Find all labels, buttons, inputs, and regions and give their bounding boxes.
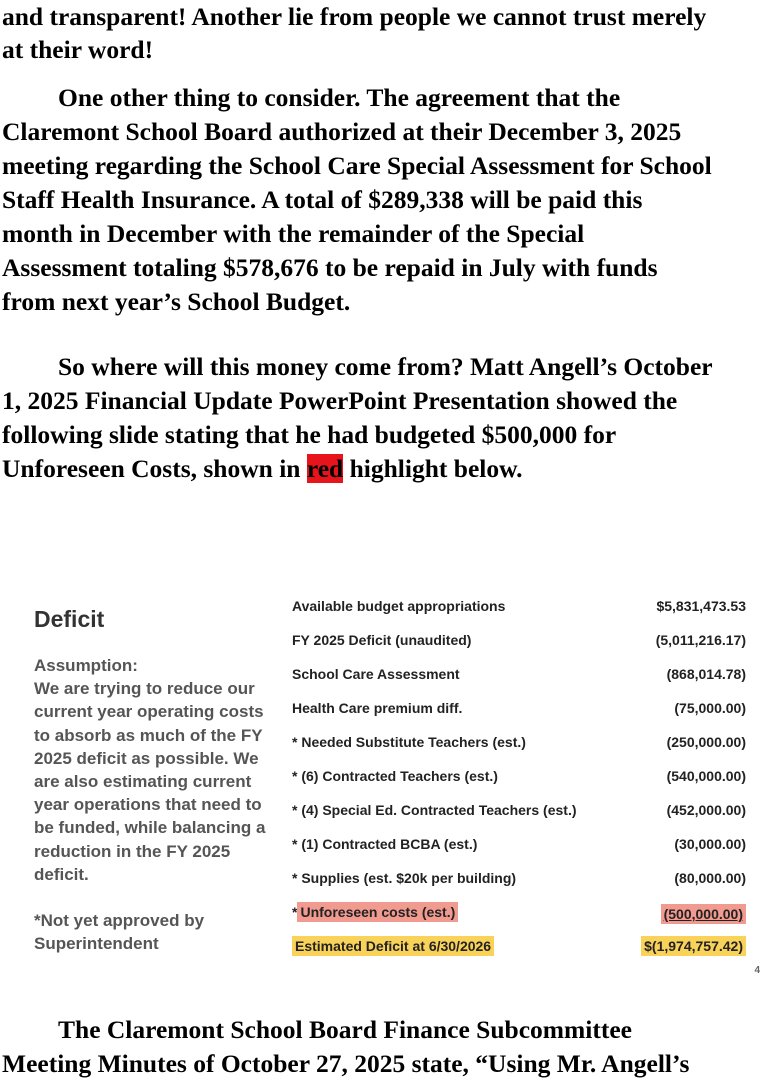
table-row: * Needed Substitute Teachers (est.) (250,000.00) bbox=[292, 734, 746, 750]
paragraph-3-line-2: 1, 2025 Financial Update PowerPoint Presentation showed the bbox=[2, 386, 678, 415]
paragraph-2-line-7: from next year’s School Budget. bbox=[2, 287, 351, 316]
paragraph-2-line-4: Staff Health Insurance. A total of $289,338 will be paid this bbox=[2, 185, 643, 214]
unforeseen-label: Unforeseen costs (est.) bbox=[297, 902, 458, 922]
table-row: * (4) Special Ed. Contracted Teachers (est.) (452,000.00) bbox=[292, 802, 746, 818]
table-row: FY 2025 Deficit (unaudited) (5,011,216.17) bbox=[292, 632, 746, 648]
paragraph-2-line-6: Assessment totaling $578,676 to be repaid in July with funds bbox=[2, 253, 658, 282]
paragraph-3-text-after: highlight below. bbox=[343, 454, 523, 483]
table-row: Health Care premium diff. (75,000.00) bbox=[292, 700, 746, 716]
assumption-text: Assumption: We are trying to reduce our current year operating costs to absorb as much of the FY 2025 deficit as possible. We are also estimating current year operations that need to be funded, while balancing a reduction in the FY 2025 deficit. bbox=[34, 656, 266, 884]
paragraph-3-line-1: So where will this money come from? Matt Angell’s October bbox=[58, 352, 713, 381]
slide-title: Deficit bbox=[34, 606, 105, 632]
footnote-text: *Not yet approved by Superintendent bbox=[34, 911, 205, 954]
paragraph-3-text-before: Unforeseen Costs, shown in bbox=[2, 454, 307, 483]
unforeseen-value: (500,000.00) bbox=[661, 904, 746, 924]
table-row: * Supplies (est. $20k per building) (80,000.00) bbox=[292, 870, 746, 886]
table-row: School Care Assessment (868,014.78) bbox=[292, 666, 746, 682]
paragraph-3-line-3: following slide stating that he had budgeted $500,000 for bbox=[2, 420, 617, 449]
estimated-deficit-row bbox=[292, 932, 746, 958]
unforeseen-star: * bbox=[292, 904, 298, 920]
unforeseen-costs-row bbox=[292, 900, 746, 926]
paragraph-4-line-2: Meeting Minutes of October 27, 2025 state, “Using Mr. Angell’s bbox=[2, 1049, 690, 1078]
paragraph-3-line-4 bbox=[2, 452, 522, 485]
estimated-deficit-value: $(1,974,757.42) bbox=[641, 936, 746, 956]
paragraph-1-line-1: and transparent! Another lie from people we cannot trust merely bbox=[2, 2, 707, 31]
paragraph-2-line-3: meeting regarding the School Care Special Assessment for School bbox=[2, 151, 712, 180]
table-row: * (1) Contracted BCBA (est.) (30,000.00) bbox=[292, 836, 746, 852]
red-highlight-word: red bbox=[306, 454, 344, 483]
table-row: Available budget appropriations $5,831,473.53 bbox=[292, 598, 746, 614]
table-row: * (6) Contracted Teachers (est.) (540,000.00) bbox=[292, 768, 746, 784]
paragraph-2-line-2: Claremont School Board authorized at their December 3, 2025 bbox=[2, 117, 682, 146]
estimated-deficit-label: Estimated Deficit at 6/30/2026 bbox=[292, 936, 494, 956]
slide-left-column bbox=[34, 654, 274, 955]
paragraph-1-line-2: at their word! bbox=[2, 35, 154, 64]
paragraph-2-line-1: One other thing to consider. The agreement that the bbox=[58, 83, 621, 112]
slide-page-number: 4 bbox=[754, 965, 760, 976]
paragraph-4-line-1: The Claremont School Board Finance Subcommittee bbox=[58, 1015, 632, 1044]
deficit-slide bbox=[20, 588, 770, 988]
paragraph-2-line-5: month in December with the remainder of the Special bbox=[2, 219, 585, 248]
